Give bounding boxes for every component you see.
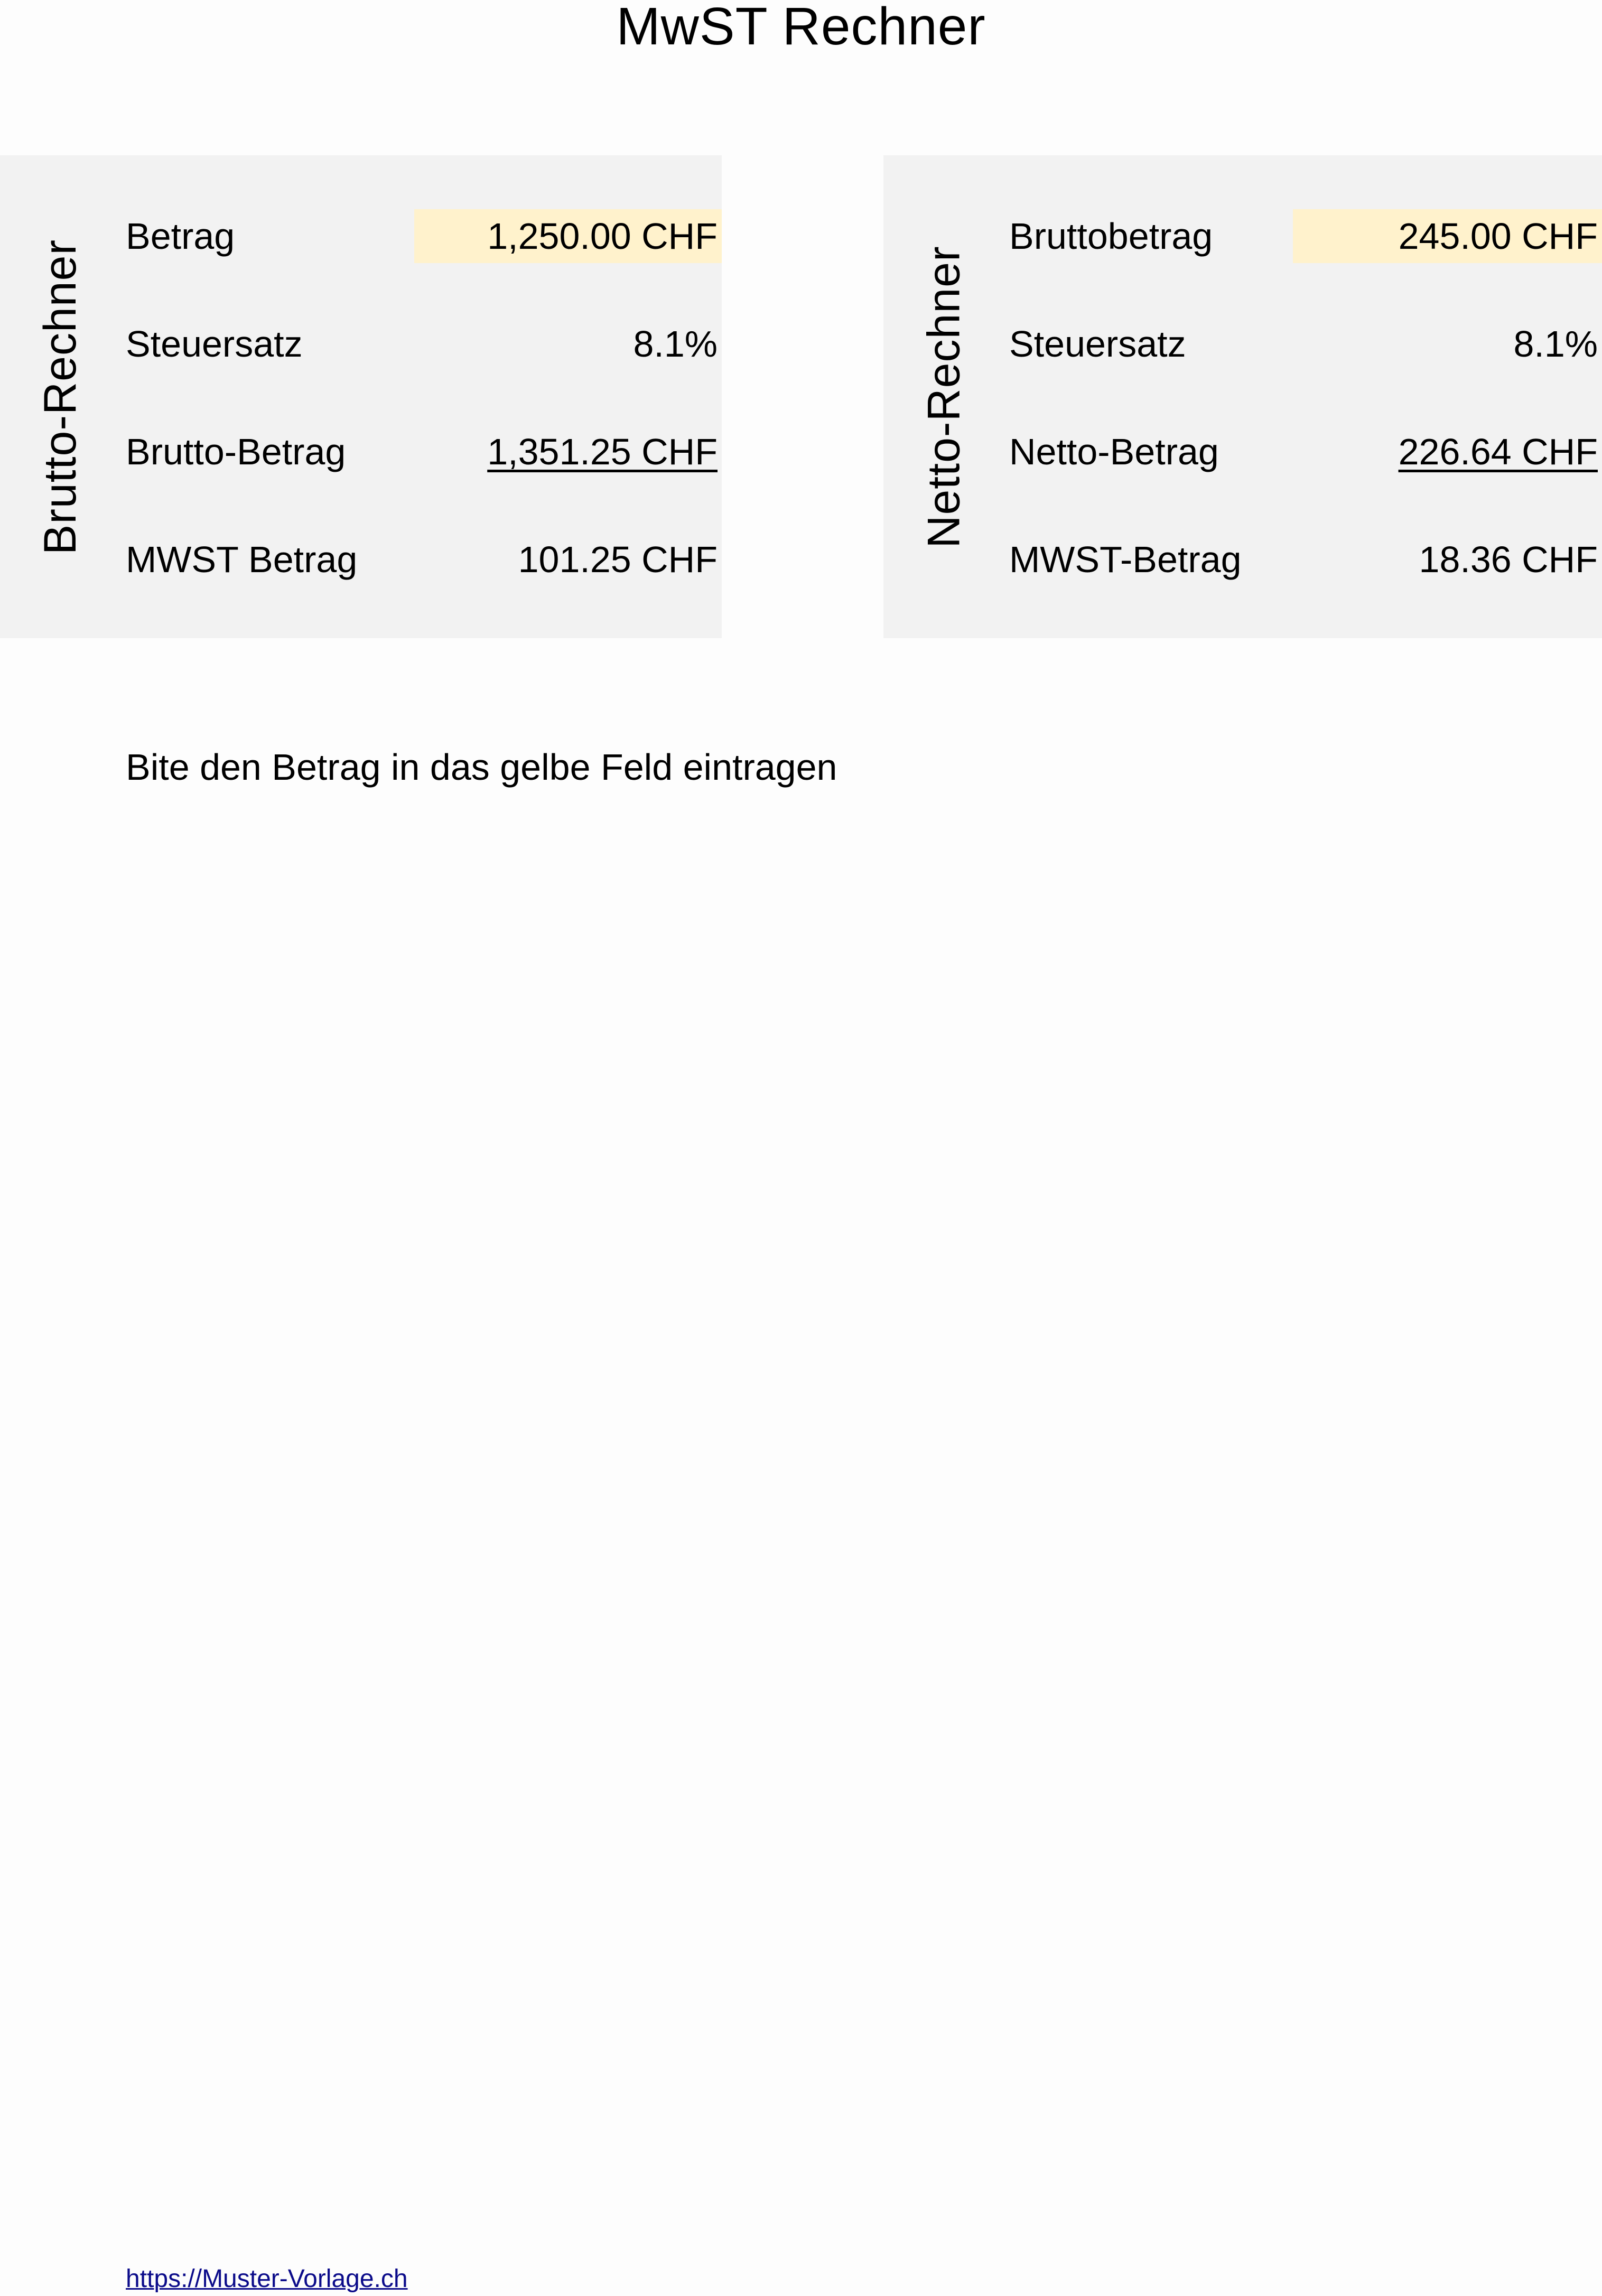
instruction-text: Bite den Betrag in das gelbe Feld eintragen	[126, 746, 837, 788]
footer-link[interactable]: https://Muster-Vorlage.ch	[126, 2265, 408, 2293]
brutto-row-brutto-betrag	[0, 425, 722, 479]
brutto-betrag-label: Betrag	[126, 216, 235, 257]
brutto-brutto-betrag-label: Brutto-Betrag	[126, 431, 346, 472]
netto-netto-betrag-value: 226.64 CHF	[1398, 431, 1598, 472]
brutto-brutto-betrag-value: 1,351.25 CHF	[487, 431, 718, 472]
netto-row-netto-betrag	[883, 425, 1602, 479]
page-title: MwST Rechner	[616, 0, 986, 56]
netto-row-steuersatz	[883, 317, 1602, 371]
brutto-mwst-betrag-label: MWST Betrag	[126, 539, 358, 580]
netto-bruttobetrag-value[interactable]: 245.00 CHF	[1398, 216, 1598, 257]
brutto-steuersatz-value: 8.1%	[633, 323, 718, 365]
netto-mwst-betrag-value: 18.36 CHF	[1419, 539, 1598, 580]
brutto-mwst-betrag-value: 101.25 CHF	[518, 539, 718, 580]
netto-bruttobetrag-label: Bruttobetrag	[1009, 216, 1213, 257]
netto-rechner-heading: Netto-Rechner	[918, 245, 970, 548]
brutto-rechner-panel	[0, 155, 722, 638]
brutto-row-betrag	[0, 209, 722, 263]
brutto-row-mwst-betrag	[0, 533, 722, 586]
brutto-row-steuersatz	[0, 317, 722, 371]
brutto-rechner-heading: Brutto-Rechner	[35, 239, 86, 555]
netto-rechner-panel	[883, 155, 1602, 638]
netto-mwst-betrag-label: MWST-Betrag	[1009, 539, 1242, 580]
netto-netto-betrag-label: Netto-Betrag	[1009, 431, 1219, 472]
brutto-steuersatz-label: Steuersatz	[126, 323, 303, 365]
netto-row-bruttobetrag	[883, 209, 1602, 263]
netto-row-mwst-betrag	[883, 533, 1602, 586]
brutto-betrag-value[interactable]: 1,250.00 CHF	[487, 216, 718, 257]
netto-steuersatz-label: Steuersatz	[1009, 323, 1186, 365]
netto-steuersatz-value: 8.1%	[1513, 323, 1598, 365]
